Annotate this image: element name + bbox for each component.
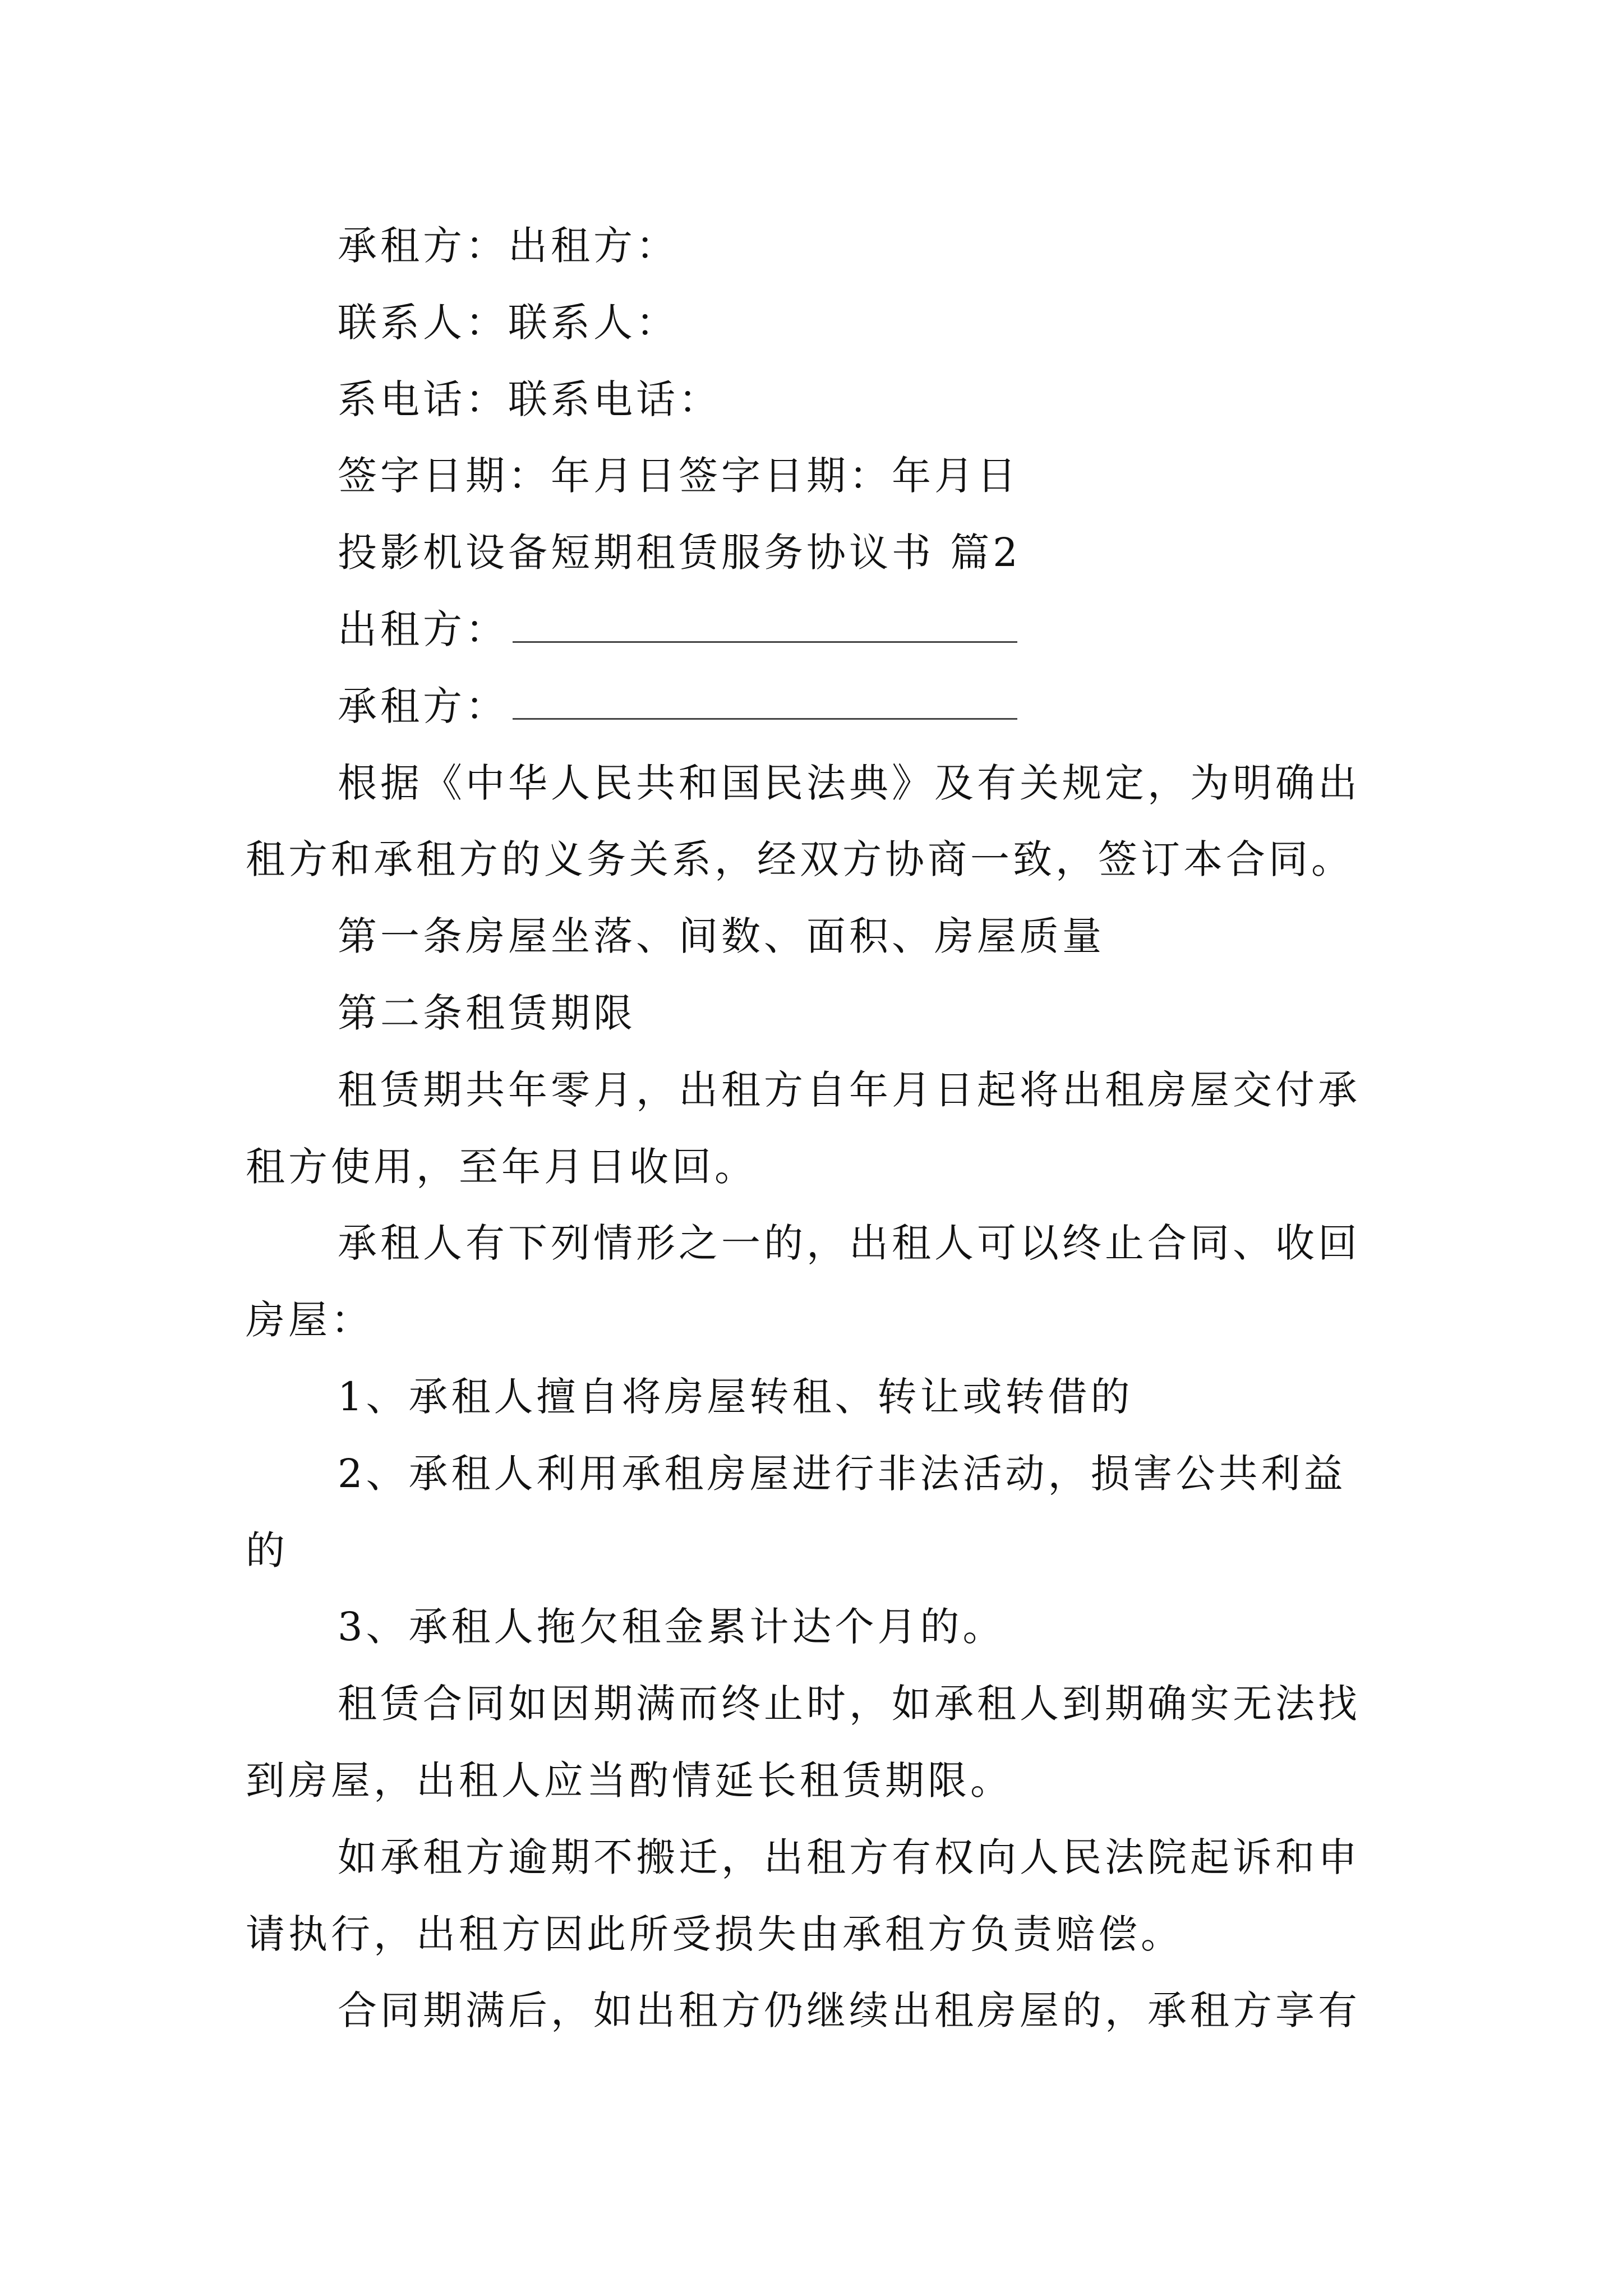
paragraph-line: 租方使用，至年月日收回。 xyxy=(246,1143,757,1190)
paragraph-line: 到房屋，出租人应当酌情延长租赁期限。 xyxy=(246,1757,1013,1803)
lessee-blank-underline xyxy=(513,684,1017,720)
list-item-continuation: 的 xyxy=(246,1527,288,1573)
document-body xyxy=(246,208,1378,2049)
lessor-field-line xyxy=(246,591,1378,668)
list-item: 3、承租人拖欠租金累计达个月的。 xyxy=(338,1604,1006,1650)
section-title: 投影机设备短期租赁服务协议书 篇2 xyxy=(338,530,1021,576)
signing-date-line: 签字日期：年月日签字日期：年月日 xyxy=(338,453,1020,499)
lessee-label: 承租方： xyxy=(338,683,508,729)
paragraph-line: 房屋： xyxy=(246,1297,374,1343)
contact-person-line: 联系人：联系人： xyxy=(338,299,679,346)
lessor-blank-underline xyxy=(513,608,1017,643)
paragraph-line: 租赁合同如因期满而终止时，如承租人到期确实无法找 xyxy=(338,1681,1361,1727)
paragraph-line: 承租人有下列情形之一的，出租人可以终止合同、收回 xyxy=(338,1220,1361,1267)
lessee-field-line xyxy=(246,668,1378,745)
paragraph-line: 合同期满后，如出租方仍继续出租房屋的，承租方享有 xyxy=(338,1987,1361,2034)
paragraph-line: 如承租方逾期不搬迁，出租方有权向人民法院起诉和申 xyxy=(338,1834,1361,1880)
paragraph-line: 租方和承租方的义务关系，经双方协商一致，签订本合同。 xyxy=(246,836,1354,883)
article-heading: 第一条房屋坐落、间数、面积、房屋质量 xyxy=(338,913,1105,960)
paragraph-line: 请执行，出租方因此所受损失由承租方负责赔偿。 xyxy=(246,1911,1183,1957)
list-item: 1、承租人擅自将房屋转租、转让或转借的 xyxy=(338,1373,1133,1420)
paragraph-line: 租赁期共年零月，出租方自年月日起将出租房屋交付承 xyxy=(338,1066,1361,1113)
lessor-label: 出租方： xyxy=(338,606,508,652)
list-item: 2、承租人利用承租房屋进行非法活动，损害公共利益 xyxy=(338,1450,1347,1497)
paragraph-line: 根据《中华人民共和国民法典》及有关规定，为明确出 xyxy=(338,760,1361,806)
article-heading: 第二条租赁期限 xyxy=(338,990,636,1036)
contact-phone-line: 系电话：联系电话： xyxy=(338,376,721,422)
party-line: 承租方：出租方： xyxy=(338,223,679,269)
